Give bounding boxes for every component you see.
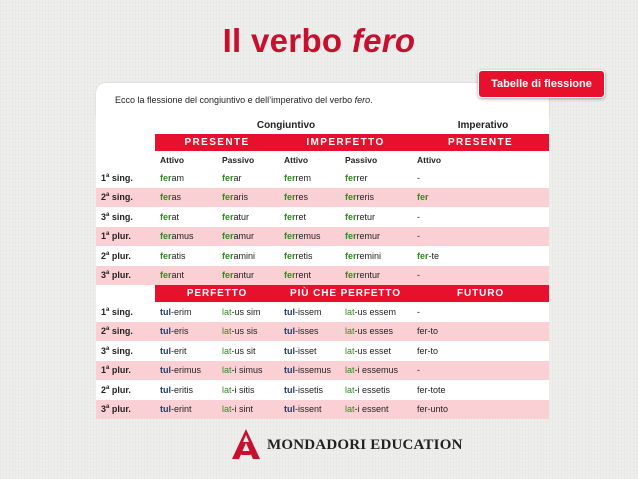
verb-ending: amur bbox=[233, 231, 255, 242]
conjugation-row bbox=[96, 207, 549, 227]
verb-form-cell bbox=[412, 361, 549, 381]
verb-form-cell bbox=[217, 168, 279, 188]
corner-cell bbox=[96, 285, 155, 302]
verb-form-cell bbox=[412, 380, 549, 400]
verb-form-cell bbox=[340, 302, 412, 322]
verb-ending: ant bbox=[171, 270, 185, 281]
verb-form-cell bbox=[340, 322, 412, 342]
verb-ending: -i essent bbox=[354, 404, 389, 415]
verb-ending: aris bbox=[233, 192, 249, 203]
verb-ending: as bbox=[171, 192, 182, 203]
verb-stem: fer bbox=[345, 270, 357, 281]
verb-form-cell bbox=[279, 380, 340, 400]
verb-stem: fer bbox=[345, 192, 357, 203]
verb-form-cell bbox=[279, 188, 340, 208]
intro-text: Ecco la flessione del congiuntivo e dell’imperativo del verbo fero. bbox=[115, 95, 373, 105]
voice-header-row bbox=[96, 151, 549, 168]
verb-form-cell bbox=[340, 341, 412, 361]
verb-form-cell bbox=[155, 341, 217, 361]
verb-form-cell bbox=[217, 361, 279, 381]
verb-stem: tul bbox=[284, 306, 295, 317]
verb-stem: lat bbox=[222, 306, 232, 317]
verb-form-cell bbox=[340, 188, 412, 208]
person-label: 3$^a$ plur. bbox=[96, 400, 155, 420]
verb-ending: -eris bbox=[171, 326, 189, 337]
verb-stem: fer bbox=[284, 270, 296, 281]
verb-ending: -isses bbox=[295, 326, 319, 337]
verb-ending: -us esset bbox=[354, 345, 392, 356]
tense-presente-imperativo-header: PRESENTE bbox=[412, 134, 549, 151]
congiuntivo-header: Congiuntivo bbox=[155, 117, 412, 134]
person-label: 2$^a$ plur. bbox=[96, 380, 155, 400]
verb-ending: fer-tote bbox=[417, 384, 446, 395]
verb-stem: tul bbox=[160, 365, 171, 376]
verb-ending: remini bbox=[356, 250, 382, 261]
voice-header: Attivo bbox=[279, 151, 340, 168]
verb-stem: fer bbox=[222, 231, 234, 242]
verb-ending: rentur bbox=[356, 270, 381, 281]
verb-form-cell bbox=[217, 188, 279, 208]
verb-form-cell bbox=[155, 266, 217, 286]
verb-stem: fer bbox=[222, 270, 234, 281]
person-label: 1$^a$ sing. bbox=[96, 302, 155, 322]
tense-imperfetto-header: IMPERFETTO bbox=[279, 134, 412, 151]
mondadori-a-icon bbox=[229, 427, 263, 461]
person-label: 2$^a$ plur. bbox=[96, 246, 155, 266]
person-label: 3$^a$ sing. bbox=[96, 207, 155, 227]
conjugation-row bbox=[96, 322, 549, 342]
verb-stem: fer bbox=[222, 172, 234, 183]
voice-header: Attivo bbox=[412, 151, 549, 168]
verb-ending: rem bbox=[295, 172, 312, 183]
verb-stem: lat bbox=[345, 365, 355, 376]
person-label: 3$^a$ plur. bbox=[96, 266, 155, 286]
verb-stem: tul bbox=[160, 306, 171, 317]
verb-form-cell bbox=[340, 380, 412, 400]
conjugation-table bbox=[96, 117, 549, 419]
verb-form-cell bbox=[412, 341, 549, 361]
verb-form-cell bbox=[340, 400, 412, 420]
verb-ending: -i sitis bbox=[231, 384, 255, 395]
conjugation-row bbox=[96, 188, 549, 208]
verb-stem: fer bbox=[160, 211, 172, 222]
verb-form-cell bbox=[155, 322, 217, 342]
verb-stem: tul bbox=[284, 326, 295, 337]
corner-cell bbox=[96, 151, 155, 168]
verb-stem: lat bbox=[222, 384, 232, 395]
verb-ending: fer-to bbox=[417, 345, 439, 356]
verb-ending: fer-unto bbox=[417, 404, 449, 415]
person-label: 2$^a$ sing. bbox=[96, 188, 155, 208]
verb-form-cell bbox=[155, 361, 217, 381]
verb-stem: fer bbox=[222, 192, 234, 203]
verb-form-cell bbox=[340, 227, 412, 247]
verb-form-cell bbox=[279, 322, 340, 342]
verb-form-cell bbox=[155, 207, 217, 227]
verb-form-cell bbox=[217, 400, 279, 420]
verb-form-cell bbox=[412, 227, 549, 247]
verb-ending: atur bbox=[233, 211, 250, 222]
verb-stem: lat bbox=[345, 326, 355, 337]
verb-form-cell bbox=[155, 168, 217, 188]
verb-ending: remur bbox=[356, 231, 381, 242]
verb-ending: ret bbox=[295, 211, 307, 222]
verb-ending: -us sit bbox=[231, 345, 256, 356]
verb-ending: remus bbox=[295, 231, 321, 242]
mondadori-education-logo bbox=[229, 425, 463, 463]
verb-form-cell bbox=[217, 322, 279, 342]
verb-ending: am bbox=[171, 172, 185, 183]
tense-header-row-present bbox=[96, 134, 549, 151]
verb-stem: tul bbox=[160, 404, 171, 415]
title-verb: fero bbox=[351, 22, 416, 59]
verb-stem: fer bbox=[284, 231, 296, 242]
conjugation-row bbox=[96, 400, 549, 420]
verb-stem: tul bbox=[160, 326, 171, 337]
verb-form-cell bbox=[412, 400, 549, 420]
verb-stem: fer bbox=[284, 211, 296, 222]
verb-ending: -erit bbox=[171, 345, 187, 356]
person-label: 1$^a$ sing. bbox=[96, 168, 155, 188]
verb-form-cell bbox=[155, 302, 217, 322]
verb-form-cell bbox=[412, 188, 549, 208]
verb-ending: -i sint bbox=[231, 404, 254, 415]
verb-stem: fer bbox=[345, 211, 357, 222]
verb-stem: lat bbox=[222, 365, 232, 376]
verb-stem: fer bbox=[222, 211, 234, 222]
verb-ending: -i essemus bbox=[354, 365, 399, 376]
verb-ending: -erint bbox=[171, 404, 192, 415]
verb-stem: tul bbox=[160, 345, 171, 356]
verb-stem: fer bbox=[284, 250, 296, 261]
logo-text: MONDADORI EDUCATION bbox=[267, 436, 463, 453]
verb-ending: -issemus bbox=[295, 365, 332, 376]
verb-ending: - bbox=[417, 306, 421, 317]
verb-stem: tul bbox=[284, 404, 295, 415]
verb-stem: fer bbox=[160, 192, 172, 203]
verb-stem: fer bbox=[284, 172, 296, 183]
verb-ending: -issem bbox=[295, 306, 322, 317]
verb-form-cell bbox=[279, 246, 340, 266]
verb-ending: ar bbox=[233, 172, 242, 183]
conjugation-row bbox=[96, 361, 549, 381]
verb-ending: - bbox=[417, 211, 421, 222]
verb-stem: lat bbox=[222, 326, 232, 337]
verb-ending: - bbox=[417, 172, 421, 183]
verb-ending: -te bbox=[428, 250, 440, 261]
voice-header: Passivo bbox=[217, 151, 279, 168]
verb-stem: lat bbox=[345, 384, 355, 395]
verb-stem: tul bbox=[284, 365, 295, 376]
conjugation-row bbox=[96, 302, 549, 322]
verb-ending: -i essetis bbox=[354, 384, 391, 395]
verb-form-cell bbox=[340, 168, 412, 188]
verb-stem: lat bbox=[222, 404, 232, 415]
verb-form-cell bbox=[155, 400, 217, 420]
verb-stem: tul bbox=[284, 384, 295, 395]
verb-ending: -us esses bbox=[354, 326, 394, 337]
verb-ending: amini bbox=[233, 250, 256, 261]
verb-stem: fer bbox=[284, 192, 296, 203]
person-label: 2$^a$ sing. bbox=[96, 322, 155, 342]
verb-ending: - bbox=[417, 365, 421, 376]
tense-futuro-header: FUTURO bbox=[412, 285, 549, 302]
verb-stem: fer bbox=[160, 172, 172, 183]
verb-stem: tul bbox=[160, 384, 171, 395]
verb-ending: fer-to bbox=[417, 326, 439, 337]
verb-ending: -i simus bbox=[231, 365, 263, 376]
verb-form-cell bbox=[279, 361, 340, 381]
tense-header-row-perfect bbox=[96, 285, 549, 302]
verb-ending: rer bbox=[356, 172, 368, 183]
verb-form-cell bbox=[412, 266, 549, 286]
verb-ending: retur bbox=[356, 211, 376, 222]
verb-form-cell bbox=[217, 207, 279, 227]
verb-stem: fer bbox=[417, 192, 429, 203]
verb-ending: retis bbox=[295, 250, 313, 261]
verb-ending: -erimus bbox=[171, 365, 202, 376]
verb-ending: atis bbox=[171, 250, 186, 261]
verb-stem: lat bbox=[345, 306, 355, 317]
verb-stem: fer bbox=[345, 250, 357, 261]
verb-ending: -us sim bbox=[231, 306, 261, 317]
tense-perfetto-header: PERFETTO bbox=[155, 285, 279, 302]
conjugation-row bbox=[96, 168, 549, 188]
verb-form-cell bbox=[412, 302, 549, 322]
verb-form-cell bbox=[279, 168, 340, 188]
tabelle-di-flessione-badge[interactable]: Tabelle di flessione bbox=[478, 70, 605, 98]
verb-ending: amus bbox=[171, 231, 194, 242]
conjugation-row bbox=[96, 227, 549, 247]
mood-header-row bbox=[96, 117, 549, 134]
verb-ending: -us sis bbox=[231, 326, 258, 337]
verb-stem: fer bbox=[222, 250, 234, 261]
verb-form-cell bbox=[217, 227, 279, 247]
verb-stem: lat bbox=[345, 404, 355, 415]
verb-form-cell bbox=[217, 266, 279, 286]
verb-stem: fer bbox=[160, 250, 172, 261]
verb-form-cell bbox=[340, 246, 412, 266]
verb-ending: antur bbox=[233, 270, 255, 281]
tense-presente-header: PRESENTE bbox=[155, 134, 279, 151]
verb-ending: -us essem bbox=[354, 306, 397, 317]
verb-ending: -erim bbox=[171, 306, 192, 317]
verb-ending: res bbox=[295, 192, 309, 203]
verb-ending: reris bbox=[356, 192, 375, 203]
verb-form-cell bbox=[217, 246, 279, 266]
tense-piu-che-perfetto-header: PIÙ CHE PERFETTO bbox=[279, 285, 412, 302]
verb-stem: fer bbox=[417, 250, 429, 261]
verb-ending: - bbox=[417, 231, 421, 242]
verb-ending: rent bbox=[295, 270, 312, 281]
verb-ending: -issetis bbox=[295, 384, 324, 395]
verb-form-cell bbox=[155, 380, 217, 400]
verb-form-cell bbox=[279, 227, 340, 247]
verb-form-cell bbox=[155, 246, 217, 266]
verb-form-cell bbox=[279, 302, 340, 322]
verb-form-cell bbox=[217, 302, 279, 322]
conjugation-row bbox=[96, 380, 549, 400]
corner-cell bbox=[96, 117, 155, 134]
conjugation-row bbox=[96, 246, 549, 266]
verb-stem: fer bbox=[160, 231, 172, 242]
verb-form-cell bbox=[412, 207, 549, 227]
intro-verb: fero bbox=[354, 95, 371, 105]
verb-form-cell bbox=[155, 227, 217, 247]
page-title: Il verbo fero bbox=[222, 22, 416, 59]
verb-stem: tul bbox=[284, 345, 295, 356]
verb-ending: -issent bbox=[295, 404, 322, 415]
verb-form-cell bbox=[340, 207, 412, 227]
verb-form-cell bbox=[412, 322, 549, 342]
verb-form-cell bbox=[340, 266, 412, 286]
person-label: 3$^a$ sing. bbox=[96, 341, 155, 361]
verb-form-cell bbox=[279, 400, 340, 420]
verb-form-cell bbox=[412, 246, 549, 266]
verb-ending: -eritis bbox=[171, 384, 193, 395]
verb-ending: - bbox=[417, 270, 421, 281]
voice-header: Attivo bbox=[155, 151, 217, 168]
verb-stem: lat bbox=[345, 345, 355, 356]
person-label: 1$^a$ plur. bbox=[96, 361, 155, 381]
verb-stem: fer bbox=[345, 231, 357, 242]
verb-stem: fer bbox=[160, 270, 172, 281]
verb-form-cell bbox=[279, 266, 340, 286]
verb-form-cell bbox=[340, 361, 412, 381]
verb-ending: at bbox=[171, 211, 180, 222]
verb-form-cell bbox=[217, 380, 279, 400]
verb-stem: fer bbox=[345, 172, 357, 183]
person-label: 1$^a$ plur. bbox=[96, 227, 155, 247]
imperativo-header: Imperativo bbox=[412, 117, 549, 134]
conjugation-row bbox=[96, 266, 549, 286]
verb-form-cell bbox=[279, 207, 340, 227]
verb-form-cell bbox=[412, 168, 549, 188]
voice-header: Passivo bbox=[340, 151, 412, 168]
verb-form-cell bbox=[217, 341, 279, 361]
conjugation-row bbox=[96, 341, 549, 361]
verb-form-cell bbox=[155, 188, 217, 208]
corner-cell bbox=[96, 134, 155, 151]
verb-stem: lat bbox=[222, 345, 232, 356]
verb-form-cell bbox=[279, 341, 340, 361]
verb-ending: -isset bbox=[295, 345, 317, 356]
